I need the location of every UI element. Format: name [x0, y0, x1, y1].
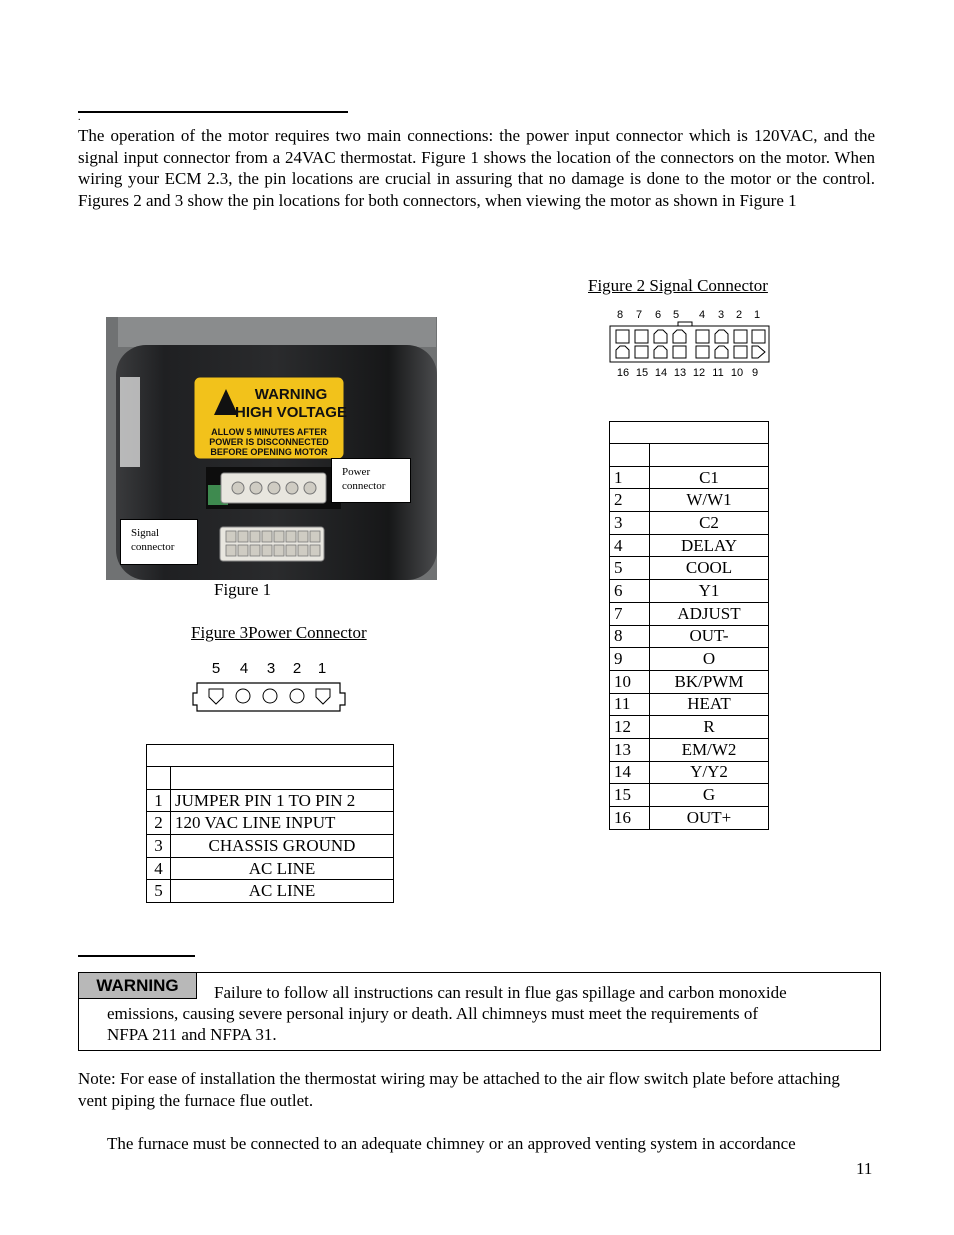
signal-table-subheader-row	[610, 444, 769, 467]
signal-table-header-row	[610, 422, 769, 444]
pin-number: 1	[147, 789, 171, 812]
signal-pin-top-5: 4	[698, 309, 706, 321]
intro-paragraph: The operation of the motor requires two main connections: the power input connector which is 120VAC, and the signal input connector from a 24VAC thermostat. Figure 1 shows the location of the connectors on the motor. When wiring your ECM 2.3, the pin locations are crucial in assuring that no damage is done to the motor or the control. Figures 2 and 3 show the pin locations for both connectors, when viewing the motor as shown in Figure 1	[78, 126, 875, 210]
pin-function: R	[650, 716, 769, 739]
pin-number: 5	[610, 557, 650, 580]
power-pin-table	[146, 744, 394, 903]
table-row	[147, 835, 394, 858]
signal-pin-bottom-8: 9	[751, 367, 759, 379]
table-row	[147, 812, 394, 835]
signal-pin-bottom-6: 11	[712, 367, 724, 379]
pin-function: EM/W2	[650, 738, 769, 761]
pin-number: 6	[610, 580, 650, 603]
power-pin-label-3: 3	[266, 660, 276, 677]
table-row	[610, 512, 769, 535]
pin-function: BK/PWM	[650, 670, 769, 693]
pin-function: COOL	[650, 557, 769, 580]
pin-number: 11	[610, 693, 650, 716]
table-row	[610, 761, 769, 784]
table-row	[610, 648, 769, 671]
note-paragraph: Note: For ease of installation the thermostat wiring may be attached to the air flow switch plate before attaching vent piping the furnace flue outlet.	[78, 1069, 840, 1110]
pin-function: W/W1	[650, 489, 769, 512]
power-connector-callout-text: Power connector	[342, 466, 386, 492]
pin-function: Y1	[650, 580, 769, 603]
pin-function: AC LINE	[171, 857, 394, 880]
warning-text-line2: emissions, causing severe personal injury or death. All chimneys must meet the requirements of	[107, 1004, 759, 1023]
pin-number: 4	[610, 534, 650, 557]
table-row	[610, 716, 769, 739]
pin-number: 8	[610, 625, 650, 648]
pin-number: 3	[147, 835, 171, 858]
power-connector-callout	[331, 458, 411, 503]
page-number: 11	[856, 1159, 873, 1178]
table-row	[610, 625, 769, 648]
pin-function: OUT-	[650, 625, 769, 648]
pin-function: O	[650, 648, 769, 671]
pin-number: 1	[610, 466, 650, 489]
pin-function: ADJUST	[650, 602, 769, 625]
signal-connector-diagram	[606, 305, 776, 380]
table-row	[610, 693, 769, 716]
pin-number: 12	[610, 716, 650, 739]
signal-pin-top-6: 3	[717, 309, 725, 321]
pin-function: C1	[650, 466, 769, 489]
table-row	[610, 466, 769, 489]
pin-function: G	[650, 784, 769, 807]
svg-text:HIGH VOLTAGE: HIGH VOLTAGE	[235, 404, 347, 421]
signal-pin-bottom-4: 13	[673, 367, 687, 379]
pin-function: C2	[650, 512, 769, 535]
pin-number: 9	[610, 648, 650, 671]
table-row	[610, 738, 769, 761]
pin-function: JUMPER PIN 1 TO PIN 2	[171, 789, 394, 812]
signal-pin-bottom-5: 12	[692, 367, 706, 379]
power-table-header-row	[147, 745, 394, 767]
pin-number: 16	[610, 807, 650, 830]
table-row	[610, 807, 769, 830]
svg-text:BEFORE OPENING MOTOR: BEFORE OPENING MOTOR	[210, 447, 328, 457]
pin-function: AC LINE	[171, 880, 394, 903]
pin-number: 13	[610, 738, 650, 761]
signal-pin-top-4: 5	[672, 309, 680, 321]
signal-pin-top-1: 8	[616, 309, 624, 321]
power-table-subheader-row	[147, 767, 394, 790]
warning-label: WARNING	[79, 973, 197, 999]
pin-function: HEAT	[650, 693, 769, 716]
pin-number: 4	[147, 857, 171, 880]
warning-text-line1: Failure to follow all instructions can result in flue gas spillage and carbon monoxide	[214, 983, 787, 1002]
pin-number: 7	[610, 602, 650, 625]
pin-number: 15	[610, 784, 650, 807]
signal-connector-callout	[120, 519, 198, 565]
pin-function: OUT+	[650, 807, 769, 830]
table-row	[610, 557, 769, 580]
last-paragraph: The furnace must be connected to an adequate chimney or an approved venting system in accordance	[107, 1134, 796, 1153]
power-pin-label-5: 5	[211, 660, 221, 677]
pin-function: DELAY	[650, 534, 769, 557]
table-row	[610, 580, 769, 603]
section-rule	[78, 955, 195, 957]
pin-number: 10	[610, 670, 650, 693]
table-row	[610, 602, 769, 625]
heading-rule	[78, 111, 348, 113]
signal-pin-top-2: 7	[635, 309, 643, 321]
power-pin-label-2: 2	[292, 660, 302, 677]
table-row	[610, 670, 769, 693]
power-pin-label-1: 1	[317, 660, 327, 677]
pin-number: 5	[147, 880, 171, 903]
pin-number: 14	[610, 761, 650, 784]
signal-pin-bottom-1: 16	[616, 367, 630, 379]
svg-text:WARNING: WARNING	[254, 386, 328, 403]
figure3-caption: Figure 3Power Connector	[191, 623, 367, 642]
pin-number: 2	[147, 812, 171, 835]
table-row	[610, 534, 769, 557]
pin-function: 120 VAC LINE INPUT	[171, 812, 394, 835]
table-row	[147, 789, 394, 812]
table-row	[610, 489, 769, 512]
power-pin-label-4: 4	[239, 660, 249, 677]
table-row	[147, 880, 394, 903]
pin-function: CHASSIS GROUND	[171, 835, 394, 858]
svg-text:ALLOW 5 MINUTES AFTER: ALLOW 5 MINUTES AFTER	[211, 427, 327, 437]
table-row	[147, 857, 394, 880]
pin-number: 3	[610, 512, 650, 535]
signal-pin-bottom-3: 14	[654, 367, 668, 379]
figure2-caption: Figure 2 Signal Connector	[588, 276, 768, 295]
signal-pin-bottom-2: 15	[635, 367, 649, 379]
pin-function: Y/Y2	[650, 761, 769, 784]
signal-pin-top-7: 2	[735, 309, 743, 321]
signal-pin-top-8: 1	[753, 309, 761, 321]
power-connector-diagram	[190, 653, 350, 723]
intro-marker: .	[78, 112, 81, 123]
signal-connector-callout-text: Signal connector	[131, 527, 175, 553]
signal-pin-bottom-7: 10	[730, 367, 744, 379]
signal-pin-top-3: 6	[654, 309, 662, 321]
warning-text-line3: NFPA 211 and NFPA 31.	[107, 1025, 277, 1044]
svg-text:POWER IS DISCONNECTED: POWER IS DISCONNECTED	[209, 437, 329, 447]
signal-pin-table	[609, 421, 769, 830]
pin-number: 2	[610, 489, 650, 512]
table-row	[610, 784, 769, 807]
figure1-caption: Figure 1	[214, 580, 272, 599]
